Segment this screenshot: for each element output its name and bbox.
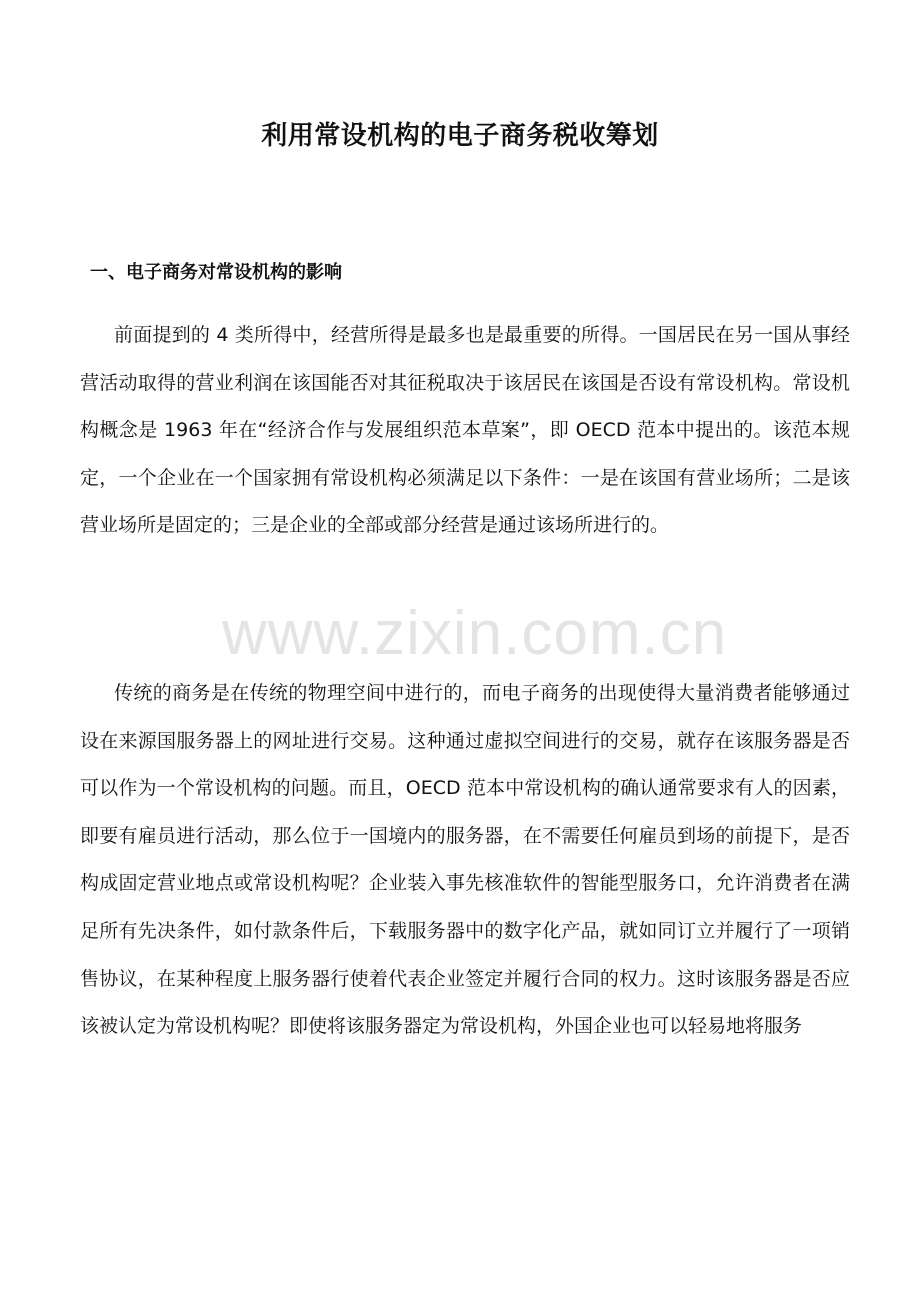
body-paragraph: 前面提到的 4 类所得中，经营所得是最多也是最重要的所得。一国居民在另一国从事经营活动取得的营业利润在该国能否对其征税取决于该居民在该国是否设有常设机构。常设机构概念是 1963 年在“经济合作与发展组织范本草案”，即 OECD 范本中提出的。该范本规定，一个企业在一个国家拥有常设机构必须满足以下条件：一是在该国有营业场所；二是该营业场所是固定的；三是企业的全部或部分经营是通过该场所进行的。 xyxy=(80,324,850,537)
section-heading: 一、电子商务对常设机构的影响 xyxy=(90,262,342,283)
watermark: www.zixin.com.cn xyxy=(222,599,728,668)
document-title: 利用常设机构的电子商务税收筹划 xyxy=(261,121,659,151)
body-paragraph: 传统的商务是在传统的物理空间中进行的，而电子商务的出现使得大量消费者能够通过设在来源国服务器上的网址进行交易。这种通过虚拟空间进行的交易，就存在该服务器是否可以作为一个常设机构的问题。而且，OECD 范本中常设机构的确认通常要求有人的因素，即要有雇员进行活动，那么位于一国境内的服务器，在不需要任何雇员到场的前提下，是否构成固定营业地点或常设机构呢？企业装入事先核准软件的智能型服务口，允许消费者在满足所有先决条件，如付款条件后，下载服务器中的数字化产品，就如同订立并履行了一项销售协议，在某种程度上服务器行使着代表企业签定并履行合同的权力。这时该服务器是否应该被认定为常设机构呢？即使将该服务器定为常设机构，外国企业也可以轻易地将服务 xyxy=(80,682,850,1038)
